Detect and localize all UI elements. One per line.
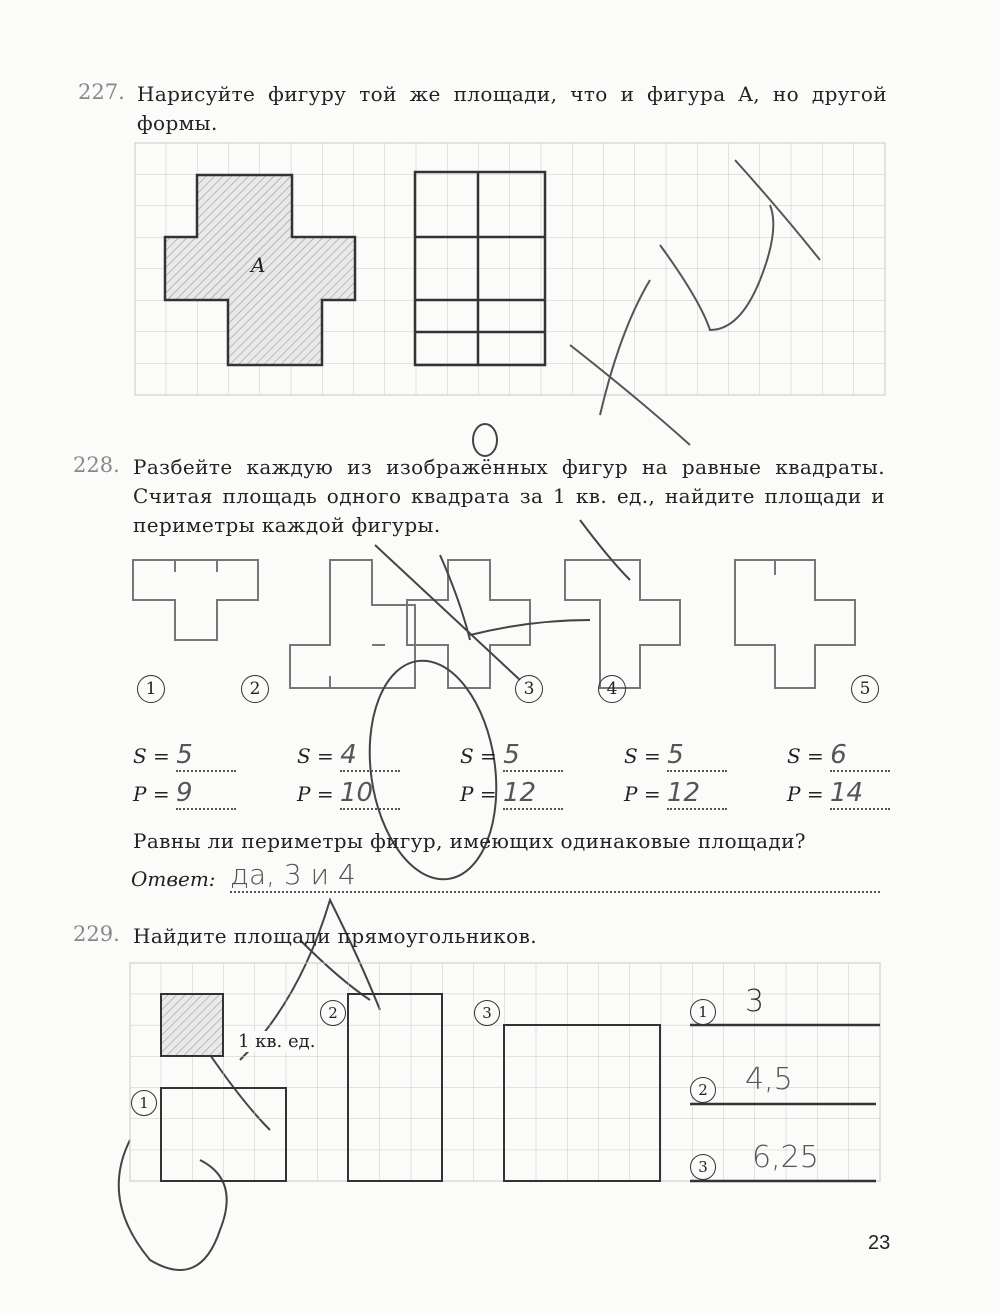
figure-4: [565, 560, 680, 688]
area-answer-2[interactable]: 4,5: [745, 1062, 793, 1097]
perimeter-answer[interactable]: 12: [503, 778, 563, 810]
s-p-block-4: [624, 740, 727, 810]
area-answer-1[interactable]: 3: [745, 984, 765, 1019]
rect-label-2: 2: [320, 1000, 346, 1026]
answer-label-1: 1: [690, 999, 716, 1025]
perimeter-answer[interactable]: 14: [830, 778, 890, 810]
area-label: S =: [624, 744, 661, 768]
figure-3: [407, 560, 530, 688]
area-label: S =: [133, 744, 170, 768]
task-number-228: 228.: [73, 453, 120, 477]
area-label: S =: [297, 744, 334, 768]
rect-label-1: 1: [131, 1090, 157, 1116]
answer-label-2: 2: [690, 1077, 716, 1103]
task-number-229: 229.: [73, 922, 120, 946]
s-p-block-1: [133, 740, 236, 810]
task-text-228: Разбейте каждую из изображённых фигур на равные квадраты. Считая площадь одного квадрата за 1 кв. ед., найдите площади и периметры каждой фигуры.: [133, 455, 885, 537]
task-text-227: Нарисуйте фигуру той же площади, что и фигура A, но другой формы.: [137, 82, 887, 135]
perimeter-label: P =: [460, 782, 497, 806]
perimeter-label: P =: [133, 782, 170, 806]
unit-label: 1 кв. ед.: [238, 1031, 316, 1052]
answer-label-3: 3: [690, 1154, 716, 1180]
figures-228: [133, 560, 855, 688]
question-228: Равны ли периметры фигур, имеющих одинаковые площади?: [133, 829, 806, 853]
area-answer[interactable]: 4: [340, 740, 400, 772]
s-p-block-2: [297, 740, 400, 810]
perimeter-label: P =: [297, 782, 334, 806]
figure-number-2: 2: [241, 675, 269, 703]
unit-square: [161, 994, 223, 1056]
figure-5: [735, 560, 855, 688]
perimeter-label: P =: [624, 782, 661, 806]
grid-227: [135, 143, 885, 445]
figure-number-1: 1: [137, 675, 165, 703]
figure-number-4: 4: [598, 675, 626, 703]
task-number-227: 227.: [78, 80, 125, 104]
perimeter-label: P =: [787, 782, 824, 806]
answer-field[interactable]: да, 3 и 4: [230, 858, 880, 893]
answer-label: Ответ:: [131, 867, 216, 891]
figure-number-3: 3: [515, 675, 543, 703]
perimeter-answer[interactable]: 9: [176, 778, 236, 810]
figure-number-5: 5: [851, 675, 879, 703]
area-answer[interactable]: 5: [503, 740, 563, 772]
perimeter-answer[interactable]: 10: [340, 778, 400, 810]
figure-1: [133, 560, 258, 640]
area-answer[interactable]: 6: [830, 740, 890, 772]
s-p-block-5: [787, 740, 890, 810]
area-answer[interactable]: 5: [667, 740, 727, 772]
area-label: S =: [787, 744, 824, 768]
figure-2: [290, 560, 415, 688]
area-answer-3[interactable]: 6,25: [752, 1140, 819, 1175]
area-label: S =: [460, 744, 497, 768]
page-number: 23: [868, 1232, 891, 1254]
s-p-block-3: [460, 740, 563, 810]
figure-a-label: A: [251, 253, 266, 277]
rect-label-3: 3: [474, 1000, 500, 1026]
task-text-229: Найдите площади прямоугольников.: [133, 924, 538, 948]
perimeter-answer[interactable]: 12: [667, 778, 727, 810]
area-answer[interactable]: 5: [176, 740, 236, 772]
